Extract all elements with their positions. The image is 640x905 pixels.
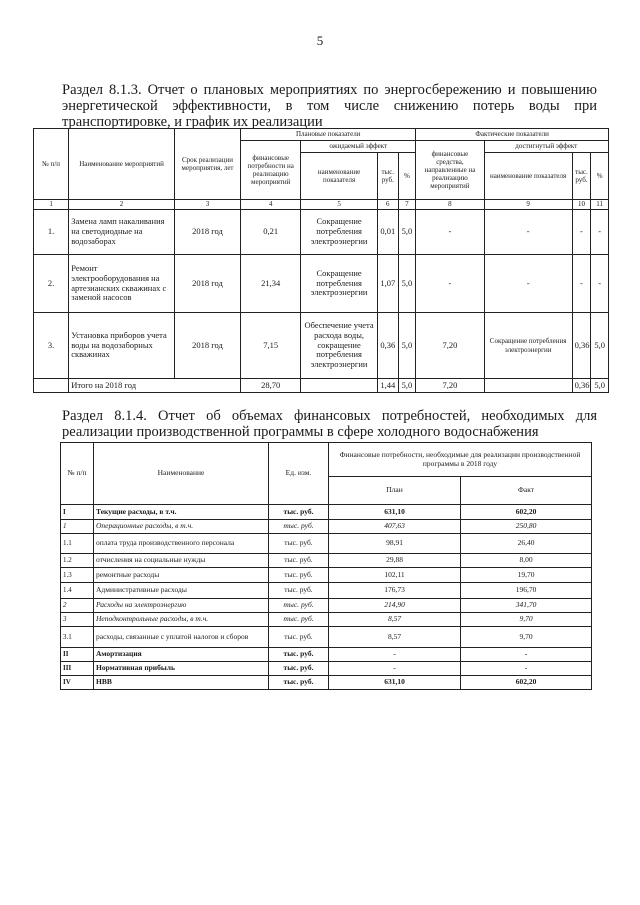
row-name: Текущие расходы, в т.ч. (94, 505, 269, 520)
row-plan-fin: 0,21 (241, 210, 301, 255)
row-fact: 341,70 (461, 599, 592, 613)
row-plan: 29,88 (329, 554, 461, 568)
row-fact-effect-name: - (484, 255, 572, 313)
row-name: Замена ламп накаливания на светодиодные на водозаборах (69, 210, 175, 255)
row-unit: тыс. руб. (269, 520, 329, 534)
row-plan-effect-val: 0,36 (377, 313, 398, 379)
table-row (34, 313, 609, 379)
header-fact-fin: финансовые средства, направленные на реализацию мероприятий (416, 141, 484, 200)
row-num: II (61, 648, 94, 662)
header-plan-effect-name: наименование показателя (301, 153, 378, 200)
row-fact: 9,70 (461, 613, 592, 627)
total-row (34, 379, 609, 393)
row-plan: 631,10 (329, 505, 461, 520)
row-unit: тыс. руб. (269, 583, 329, 599)
row-plan: 631,10 (329, 676, 461, 690)
row-fact-fin: - (416, 210, 484, 255)
col-number: 9 (484, 200, 572, 210)
header-num: № п/п (34, 129, 69, 200)
row-name: ремонтные расходы (94, 568, 269, 583)
row-name: Административные расходы (94, 583, 269, 599)
row-name: Неподконтрольные расходы, в т.ч. (94, 613, 269, 627)
table-row (34, 210, 609, 255)
row-fact-effect-val: - (572, 255, 591, 313)
row-fact-fin: - (416, 255, 484, 313)
table-row (61, 568, 592, 583)
table-row (61, 554, 592, 568)
row-name: отчисления на социальные нужды (94, 554, 269, 568)
row-plan: 8,57 (329, 613, 461, 627)
row-fact-effect-pct: 5,0 (591, 313, 609, 379)
row-num: 3 (61, 613, 94, 627)
col-number: 5 (301, 200, 378, 210)
table-row (34, 255, 609, 313)
row-name: Нормативная прибыль (94, 662, 269, 676)
total-fact-effect-val: 0,36 (572, 379, 591, 393)
section-8-1-3-heading: Раздел 8.1.3. Отчет о плановых мероприятиях по энергосбережению и повышению энергетической эффективности, в том числе снижению потерь воды при транспортировке, и график их реализации (62, 82, 597, 130)
row-fact: 602,20 (461, 676, 592, 690)
header-fact-effect: достигнутый эффект (484, 141, 608, 153)
col-number: 8 (416, 200, 484, 210)
col-number: 1 (34, 200, 69, 210)
row-plan-fin: 21,34 (241, 255, 301, 313)
total-label: Итого на 2018 год (69, 379, 241, 393)
row-plan: 8,57 (329, 627, 461, 648)
table-row (61, 676, 592, 690)
row-unit: тыс. руб. (269, 505, 329, 520)
row-fact-effect-pct: - (591, 210, 609, 255)
row-term: 2018 год (174, 313, 240, 379)
row-num: 3.1 (61, 627, 94, 648)
row-plan: 102,11 (329, 568, 461, 583)
row-num: 1. (34, 210, 69, 255)
row-plan-effect-val: 1,07 (377, 255, 398, 313)
row-unit: тыс. руб. (269, 662, 329, 676)
header-unit: Ед. изм. (269, 443, 329, 505)
row-fact-fin: 7,20 (416, 313, 484, 379)
row-num: III (61, 662, 94, 676)
header-name: Наименование (94, 443, 269, 505)
row-term: 2018 год (174, 210, 240, 255)
section-8-1-4-heading: Раздел 8.1.4. Отчет об объемах финансовых потребностей, необходимых для реализации производственной программы в сфере холодного водоснабжения (62, 408, 597, 440)
row-unit: тыс. руб. (269, 599, 329, 613)
row-name: Операционные расходы, в т.ч. (94, 520, 269, 534)
header-fact-effect-pct: % (591, 153, 609, 200)
row-fact: 19,70 (461, 568, 592, 583)
header-fact-group: Фактические показатели (416, 129, 609, 141)
row-fact: 602,20 (461, 505, 592, 520)
row-fact-effect-val: 0,36 (572, 313, 591, 379)
table-row (61, 534, 592, 554)
row-unit: тыс. руб. (269, 534, 329, 554)
col-number: 7 (398, 200, 416, 210)
row-fact: 196,70 (461, 583, 592, 599)
total-fact-fin: 7,20 (416, 379, 484, 393)
row-num: 2 (61, 599, 94, 613)
row-num: IV (61, 676, 94, 690)
row-term: 2018 год (174, 255, 240, 313)
row-fact: 8,00 (461, 554, 592, 568)
row-fact: - (461, 648, 592, 662)
col-number: 6 (377, 200, 398, 210)
row-unit: тыс. руб. (269, 627, 329, 648)
header-plan-group: Плановые показатели (241, 129, 416, 141)
header-num: № п/п (61, 443, 94, 505)
header-plan: План (329, 477, 461, 505)
total-plan-effect-pct: 5,0 (398, 379, 416, 393)
financial-needs-table (60, 442, 592, 690)
row-plan-effect-name: Сокращение потребления электроэнергии (301, 210, 378, 255)
total-fact-effect-pct: 5,0 (591, 379, 609, 393)
table-row (61, 613, 592, 627)
row-plan: - (329, 648, 461, 662)
table-row (61, 662, 592, 676)
header-term: Срок реализации мероприятия, лет (174, 129, 240, 200)
total-plan-effect-val: 1,44 (377, 379, 398, 393)
row-fact-effect-val: - (572, 210, 591, 255)
row-num: 1.3 (61, 568, 94, 583)
row-plan: - (329, 662, 461, 676)
header-plan-effect: ожидаемый эффект (301, 141, 416, 153)
row-plan-effect-name: Сокращение потребления электроэнергии (301, 255, 378, 313)
row-unit: тыс. руб. (269, 613, 329, 627)
row-name: НВВ (94, 676, 269, 690)
row-fact: 26,40 (461, 534, 592, 554)
table-row (61, 648, 592, 662)
row-plan-effect-pct: 5,0 (398, 255, 416, 313)
header-fin-group: Финансовые потребности, необходимые для реализации производственной программы в 2018 году (329, 443, 592, 477)
row-plan: 176,73 (329, 583, 461, 599)
row-unit: тыс. руб. (269, 648, 329, 662)
col-number: 3 (174, 200, 240, 210)
row-num: 1 (61, 520, 94, 534)
row-num: 2. (34, 255, 69, 313)
header-name: Наименование мероприятий (69, 129, 175, 200)
col-number: 10 (572, 200, 591, 210)
row-num: 1.4 (61, 583, 94, 599)
row-fact-effect-name: Сокращение потребления электроэнергии (484, 313, 572, 379)
row-fact-effect-name: - (484, 210, 572, 255)
table-row (61, 583, 592, 599)
table-row (61, 505, 592, 520)
row-name: Ремонт электрооборудования на артезианских скважинах с заменой насосов (69, 255, 175, 313)
header-fact-effect-unit: тыс. руб. (572, 153, 591, 200)
row-plan: 214,90 (329, 599, 461, 613)
header-plan-fin: финансовые потребности на реализацию мероприятий (241, 141, 301, 200)
table-row (61, 599, 592, 613)
row-plan-effect-pct: 5,0 (398, 313, 416, 379)
row-fact-effect-pct: - (591, 255, 609, 313)
header-plan-effect-unit: тыс. руб. (377, 153, 398, 200)
row-plan-effect-name: Обеспечение учета расхода воды, сокращение потребления электроэнергии (301, 313, 378, 379)
header-fact-effect-name: наименование показателя (484, 153, 572, 200)
row-plan-fin: 7,15 (241, 313, 301, 379)
row-num: 1.1 (61, 534, 94, 554)
col-number: 4 (241, 200, 301, 210)
row-fact: - (461, 662, 592, 676)
total-plan-fin: 28,70 (241, 379, 301, 393)
header-plan-effect-pct: % (398, 153, 416, 200)
table-row (61, 520, 592, 534)
row-name: Амортизация (94, 648, 269, 662)
row-fact: 9,70 (461, 627, 592, 648)
row-name: оплата труда производственного персонала (94, 534, 269, 554)
page-number: 5 (316, 33, 324, 48)
row-name: Расходы на электроэнергию (94, 599, 269, 613)
header-fact: Факт (461, 477, 592, 505)
row-plan: 98,91 (329, 534, 461, 554)
row-num: 1.2 (61, 554, 94, 568)
row-unit: тыс. руб. (269, 554, 329, 568)
col-number: 11 (591, 200, 609, 210)
row-name: Установка приборов учета воды на водозаборных скважинах (69, 313, 175, 379)
row-unit: тыс. руб. (269, 676, 329, 690)
row-plan: 407,63 (329, 520, 461, 534)
energy-saving-measures-table (33, 128, 609, 393)
row-plan-effect-pct: 5,0 (398, 210, 416, 255)
table-row (61, 627, 592, 648)
row-fact: 250,80 (461, 520, 592, 534)
row-num: I (61, 505, 94, 520)
row-unit: тыс. руб. (269, 568, 329, 583)
row-name: расходы, связанные с уплатой налогов и сборов (94, 627, 269, 648)
row-num: 3. (34, 313, 69, 379)
col-number: 2 (69, 200, 175, 210)
row-plan-effect-val: 0,01 (377, 210, 398, 255)
